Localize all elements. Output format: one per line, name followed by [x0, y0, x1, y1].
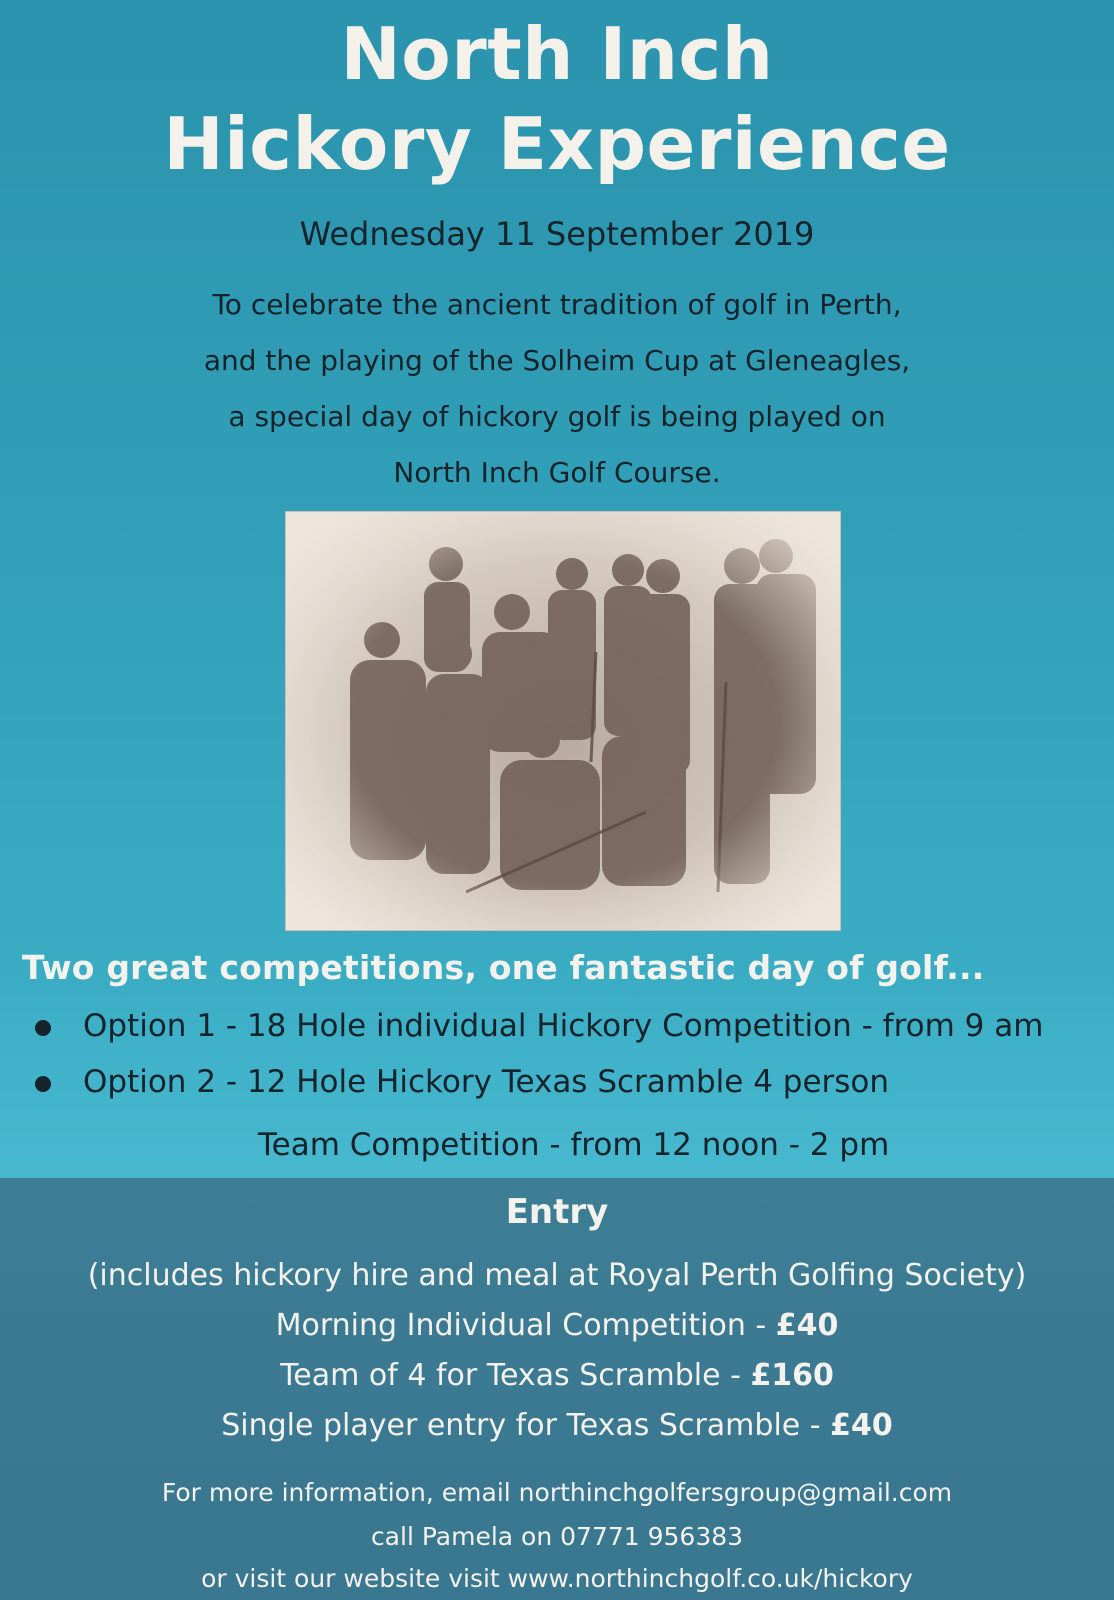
price-line-team — [0, 1358, 1114, 1393]
price-line-morning — [0, 1308, 1114, 1343]
entry-heading: Entry — [505, 1192, 609, 1232]
event-date: Wednesday 11 September 2019 — [299, 215, 815, 253]
contact-phone: call Pamela on 07771 956383 — [370, 1522, 744, 1551]
intro-line-2: and the playing of the Solheim Cup at Gleneagles, — [203, 344, 911, 377]
option-2-text: Option 2 - 12 Hole Hickory Texas Scramble 4 person — [83, 1064, 890, 1100]
price-value: £40 — [775, 1308, 839, 1343]
contact-email: For more information, email northinchgolfersgroup@gmail.com — [161, 1478, 953, 1507]
tagline: Two great competitions, one fantastic day of golf... — [22, 948, 985, 987]
option-1-text: Option 1 - 18 Hole individual Hickory Competition - from 9 am — [83, 1008, 1044, 1044]
price-label: Single player entry for Texas Scramble - — [221, 1408, 831, 1443]
option-2-continued: Team Competition - from 12 noon - 2 pm — [258, 1127, 890, 1163]
title-line-2: Hickory Experience — [163, 102, 951, 186]
intro-line-3: a special day of hickory golf is being played on — [228, 400, 886, 433]
intro-line-4: North Inch Golf Course. — [393, 456, 721, 489]
golfers-group-illustration — [286, 512, 840, 930]
price-line-single — [0, 1408, 1114, 1443]
contact-website: or visit our website visit www.northinchgolf.co.uk/hickory — [201, 1564, 913, 1593]
bullet-icon — [35, 1076, 51, 1092]
option-1 — [0, 1008, 1114, 1048]
historic-golfers-photo — [286, 512, 840, 930]
option-2 — [0, 1064, 1114, 1104]
entry-includes: (includes hickory hire and meal at Royal Perth Golfing Society) — [87, 1258, 1027, 1293]
price-label: Morning Individual Competition - — [275, 1308, 776, 1343]
title-line-1: North Inch — [340, 12, 774, 96]
price-value: £160 — [750, 1358, 834, 1393]
price-label: Team of 4 for Texas Scramble - — [280, 1358, 751, 1393]
bullet-icon — [35, 1020, 51, 1036]
price-value: £40 — [830, 1408, 893, 1443]
intro-line-1: To celebrate the ancient tradition of golf in Perth, — [212, 288, 902, 321]
